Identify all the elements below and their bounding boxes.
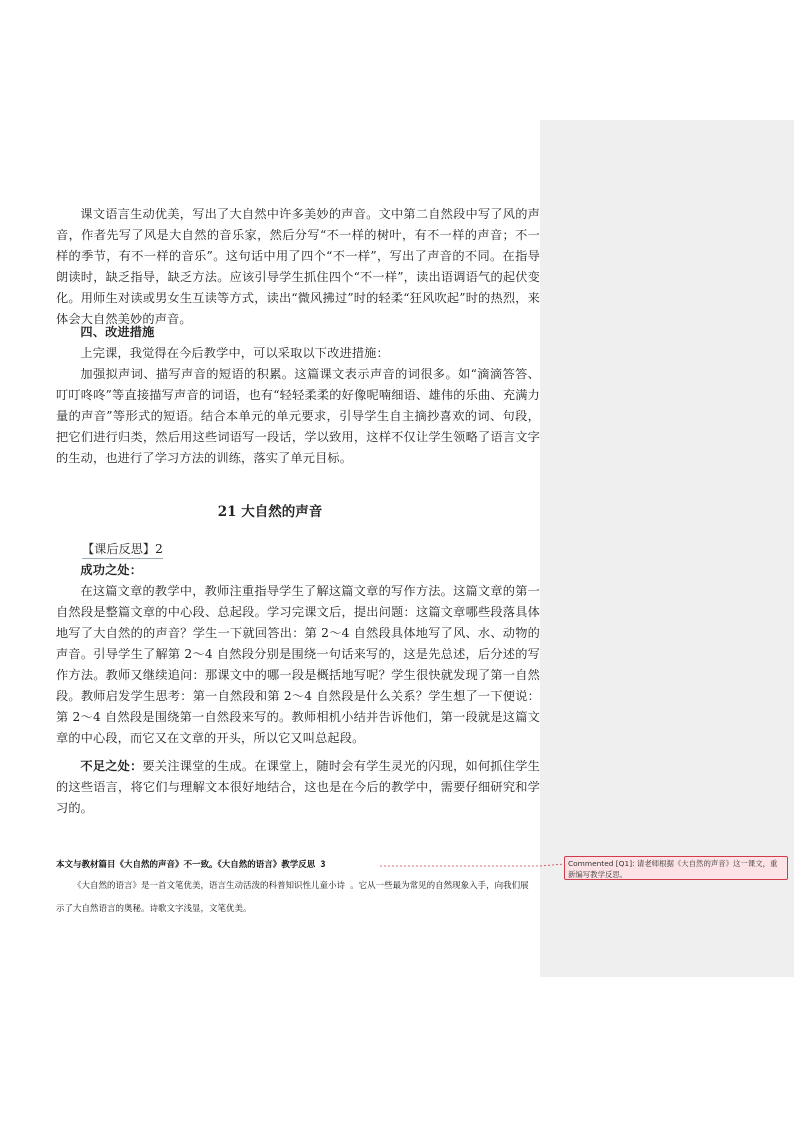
reflection-tag: 【课后反思】2	[82, 540, 163, 559]
footnote-title: 本文与教材篇目《大自然的声音》不一致。《大自然的语言》教学反思 3	[56, 860, 326, 870]
shortfall-text: 要关注课堂的生成。在课堂上，随时会有学生灵光的闪现，如何抓住学生的这些语言，将它们与理解文本很好地结合，这也是在今后的教学中，需要仔细研究和学习的。	[56, 759, 540, 815]
heading-improvement: 四、改进措施	[80, 325, 155, 339]
success-label: 成功之处：	[80, 563, 143, 577]
paragraph-improvement-lead: 上完课，我觉得在今后教学中，可以采取以下改进措施：	[80, 346, 389, 360]
comment-balloon[interactable]: Commented [Q1]: 请老师根据《大自然的声音》这一课文，重新编写教学反思。	[564, 856, 788, 880]
section-title: 21 大自然的声音	[217, 504, 323, 520]
success-paragraph: 在这篇文章的教学中，教师注重指导学生了解这篇文章的写作方法。这篇文章的第一自然段是整篇文章的中心段、总起段。学习完课文后，提出问题：这篇文章哪些段落具体地写了大自然的的声音？学生一下就回答出：第 2～4 自然段具体地写了风、水、动物的声音。引导学生了解第 2～4 自然段分别是围绕一句话来写的，这是先总述，后分述的写作方法。教师又继续追问：那课文中的哪一段是概括地写呢？学生很快就发现了第一自然段。教师启发学生思考：第一自然段和第 2～4 自然段是什么关系？学生想了一下便说：第 2～4 自然段是围绕第一自然段来写的。教师相机小结并告诉他们，第一段就是这篇文章的中心段，而它又在文章的开头，所以它又叫总起段。	[56, 584, 540, 745]
paragraph-reflection-intro: 课文语言生动优美，写出了大自然中许多美妙的声音。文中第二自然段中写了风的声音，作者先写了风是大自然的音乐家，然后分写“不一样的树叶，有不一样的声音；不一样的季节，有不一样的音乐”。这句话中用了四个“不一样”，写出了声音的不同。在指导朗读时，缺乏指导，缺乏方法。应该引导学生抓住四个“不一样”，读出语调语气的起伏变化。用师生对读或男女生互读等方式，读出“微风拂过”时的轻柔“狂风吹起”时的热烈，来体会大自然美妙的声音。	[56, 207, 540, 326]
paragraph-improvement-detail: 加强拟声词、描写声音的短语的积累。这篇课文表示声音的词很多。如“滴滴答答、叮叮咚咚”等直接描写声音的词语，也有“轻轻柔柔的好像呢喃细语、雄伟的乐曲、充满力量的声音”等形式的短语。结合本单元的单元要求，引导学生自主摘抄喜欢的词、句段，把它们进行归类，然后用这些词语写一段话，学以致用，这样不仅让学生领略了语言文字的生动，也进行了学习方法的训练，落实了单元目标。	[56, 367, 540, 465]
shortfall-label: 不足之处：	[80, 759, 143, 773]
footnote-body: 《大自然的语言》是一首文笔优美，语言生动活泼的科普知识性儿童小诗 。它从一些最为常见的自然现象入手，向我们展示了大自然语言的奥秘。诗歌文字浅显，文笔优美。	[56, 881, 529, 914]
